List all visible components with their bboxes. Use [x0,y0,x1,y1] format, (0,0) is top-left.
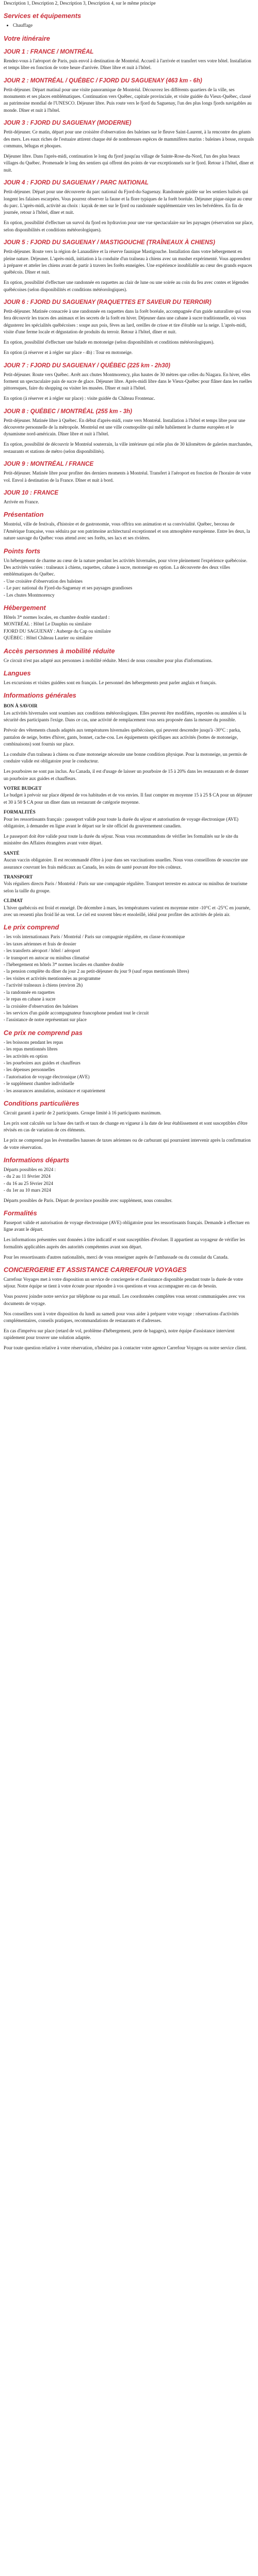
departures-intro: Départs possibles en 2024 : [4,1167,56,1172]
concierge-heading: CONCIERGERIE ET ASSISTANCE CARREFOUR VOYAGES [4,1266,187,1274]
day5-heading: JOUR 5 : FJORD DU SAGUENAY / MASTIGOUCHE (TRAÎNEAUX À CHIENS) [4,240,215,246]
price-excludes-item: - l'autorisation de voyage électronique (AVE) [4,1074,90,1079]
intro-text: Description 1, Description 2, Description 3, Description 4, sur le même principe [4,1,156,6]
day7-heading: JOUR 7 : FJORD DU SAGUENAY / QUÉBEC (225 km - 2h30) [4,362,170,369]
price-includes-item: - l'activité traîneaux à chiens (environ 2h) [4,982,83,988]
day3-text-2: Déjeuner libre. Dans l'après-midi, continuation le long du fjord jusqu'au village de Sainte-Rose-du-Nord, l'un des plus beaux villages du Québec. Promenade le long des sentiers qui offrent des points de vue exceptionnels sur le fjord. Retour à l'hôtel, dîner et nuit. [4,153,254,173]
day6-text-2: En option, possibilité d'effectuer une balade en motoneige (selon disponibilités et conditions météorologiques). [4,340,215,345]
accommodation-item: QUÉBEC : Hôtel Château Laurier ou similaire [4,635,92,641]
conditions-heading: Conditions particulières [4,1099,79,1107]
departures-text: Départs possibles de Paris. Départ de province possible avec supplément, nous consulter. [4,1197,173,1203]
departure-date: - du 1er au 10 mars 2024 [4,1188,51,1193]
conditions-text: Le prix ne comprend pas les éventuelles hausses de taxes aériennes ou de carburant qui pourraient intervenir après la confirmation de votre réservation. [4,1138,251,1150]
highlights-heading: Points forts [4,547,41,555]
services-heading: Services et équipements [4,12,82,20]
day3-heading: JOUR 3 : FJORD DU SAGUENAY (MODERNE) [4,120,132,127]
price-includes-item: - la pension complète du dîner du jour 2 au petit-déjeuner du jour 9 (sauf repas mentionnés libres) [4,969,189,974]
price-includes-item: - les transferts aéroport / hôtel / aéroport [4,948,80,954]
transport-text: Vols réguliers directs Paris / Montréal / Paris sur une compagnie régulière. Transport terrestre en autocar ou minibus de tourisme selon la taille du groupe. [4,881,248,893]
formalities-heading: FORMALITÉS [4,809,36,815]
formalities-section-text: Passeport valide et autorisation de voyage électronique (AVE) obligatoire pour les ressortissants français. Demande à effectuer en ligne avant le départ. [4,1220,250,1232]
accessibility-heading: Accès personnes à mobilité réduite [4,647,115,655]
concierge-text: Pour toute question relative à votre réservation, n'hésitez pas à contacter votre agence Carrefour Voyages ou notre service client. [4,1345,247,1351]
price-includes-item: - la randonnée en raquettes [4,989,55,995]
price-excludes-item: - les assurances annulation, assistance et rapatriement [4,1088,106,1093]
formalities-text: Pour les ressortissants français : passeport valide pour toute la durée du séjour et autorisation de voyage électronique (AVE) obligatoire, à demander en ligne avant le départ sur le site officiel du gouvernement canadien. [4,816,238,829]
price-excludes-item: - les pourboires aux guides et chauffeurs [4,1060,80,1065]
price-excludes-item: - les boissons pendant les repas [4,1039,63,1045]
day9-heading: JOUR 9 : MONTRÉAL / FRANCE [4,461,94,468]
accommodation-text: Hôtels 3* normes locales, en chambre double standard : [4,615,110,620]
day6-text: Petit-déjeuner. Matinée consacrée à une randonnée en raquettes dans la forêt boréale, accompagnée d'un guide naturaliste qui vous fera découvrir les traces des animaux et les secrets de la forêt en hiver. Déjeuner dans une cabane à sucre traditionnelle, où vous dégusterez les spécialités québécoises : soupe aux pois, fèves au lard, oreilles de crisse et tire d'érable sur la neige. L'après-midi, visite d'une ferme locale et dégustation de produits du terroir. Retour à l'hôtel, dîner et nuit. [4,309,251,335]
highlight-item: - Le parc national du Fjord-du-Saguenay et ses paysages grandioses [4,585,133,591]
concierge-text: En cas d'imprévu sur place (retard de vol, problème d'hébergement, perte de bagages), notre équipe d'assistance intervient rapidement pour trouver une solution adaptée. [4,1328,235,1341]
day9-text: Petit-déjeuner. Matinée libre pour profiter des derniers moments à Montréal. Transfert à l'aéroport en fonction de l'horaire de votre vol. Envol à destination de la France. Dîner et nuit à bord. [4,470,251,483]
formalities-section-text: Pour les ressortissants d'autres nationalités, merci de vous renseigner auprès de l'ambassade ou du consulat du Canada. [4,1254,229,1260]
price-includes-item: - les visites et activités mentionnées au programme [4,975,101,981]
concierge-text: Nos conseillers sont à votre disposition du lundi au samedi pour vous aider à préparer votre voyage : réservations d'activités complémentaires, conseils pratiques, recommandations de restaurants et d'adresses. [4,1311,239,1324]
accommodation-item: FJORD DU SAGUENAY : Auberge du Cap ou similaire [4,628,111,634]
price-includes-item: - la croisière d'observation des baleines [4,1003,78,1009]
day5-text: Petit-déjeuner. Route vers la région de Lanaudière et la réserve faunique Mastigouche. Installation dans votre hébergement en pleine nature. Déjeuner. L'après-midi, initiation à la conduite d'un traîneau à chiens avec un musher expérimenté. Vous apprendrez à préparer et atteler les chiens avant de partir à travers les forêts enneigées. Une expérience inoubliable au cœur des grands espaces québécois. Dîner et nuit. [4,249,252,275]
itinerary-heading: Votre itinéraire [4,34,50,42]
departure-date: - du 16 au 25 février 2024 [4,1180,53,1186]
day10-text: Arrivée en France. [4,499,39,504]
day3-text: Petit-déjeuner. Ce matin, départ pour une croisière d'observation des baleines sur le fleuve Saint-Laurent, à la rencontre des géants des mers. Les eaux riches de l'estuaire attirent chaque été de nombreuses espèces de mammifères marins : baleines à bosse, rorquals communs, bélugas et phoques. [4,129,254,149]
day4-heading: JOUR 4 : FJORD DU SAGUENAY / PARC NATIONAL [4,180,149,187]
good-to-know-text: Les pourboires ne sont pas inclus. Au Canada, il est d'usage de laisser un pourboire de 15 à 20% dans les restaurants et de donner un pourboire aux guides et chauffeurs. [4,769,249,781]
departures-heading: Informations départs [4,1156,70,1164]
climate-text: L'hiver québécois est froid et enneigé. De décembre à mars, les températures varient en moyenne entre -10°C et -25°C en journée, avec un ressenti plus froid lié au vent. Le ciel est souvent bleu et ensoleillé, idéal pour profiter des activités de plein air. [4,905,251,918]
price-includes-item: - l'hébergement en hôtels 3* normes locales en chambre double [4,962,124,968]
concierge-text: Vous pouvez joindre notre service par téléphone ou par email. Les coordonnées complètes vous seront communiquées avec vos documents de voyage. [4,1294,245,1306]
good-to-know-heading: BON À SAVOIR [4,703,38,709]
budget-heading: VOTRE BUDGET [4,786,42,791]
general-info-heading: Informations générales [4,691,76,700]
formalities-section-text: Les informations présentées sont données à titre indicatif et sont susceptibles d'évoluer. Il appartient au voyageur de vérifier les formalités applicables auprès des autorités compétentes avant son départ. [4,1237,245,1249]
good-to-know-text: Prévoir des vêtements chauds adaptés aux températures hivernales québécoises, qui peuvent descendre jusqu'à -30°C : parka, pantalon de neige, bottes d'hiver, gants, bonnet, cache-cou. Les équipements spécifiques aux activités (bottes de motoneige, combinaisons) sont fournis sur place. [4,727,241,747]
day2-text: Petit-déjeuner. Départ matinal pour une visite panoramique de Montréal. Découvrez les différents quartiers de la ville, ses monuments et ses places emblématiques. Continuation vers Québec, capitale provinciale, et visite guidée du Vieux-Québec, classé au patrimoine mondial de l'UNESCO. Déjeuner libre. Puis route vers le fjord du Saguenay, l'un des plus longs fjords navigables au monde. Dîner et nuit à l'hôtel. [4,87,252,113]
day5-text-2: En option, possibilité d'effectuer une randonnée en raquettes au clair de lune ou une soirée au coin du feu avec contes et légendes québécoises (selon disponibilités et conditions météorologiques). [4,280,249,292]
highlight-item: - Une croisière d'observation des baleines [4,578,83,584]
price-excludes-heading: Ce prix ne comprend pas [4,1028,83,1037]
price-excludes-item: - les activités en option [4,1053,48,1059]
day2-heading: JOUR 2 : MONTRÉAL / QUÉBEC / FJORD DU SAGUENAY (463 km - 6h) [4,77,202,84]
climate-heading: CLIMAT [4,898,23,904]
health-text: Aucun vaccin obligatoire. Il est recommandé d'être à jour dans ses vaccinations usuelles. Nous vous conseillons de souscrire une assurance couvrant les frais médicaux au Canada, les soins de santé pouvant être très coûteux. [4,857,248,870]
presentation-heading: Présentation [4,511,44,519]
service-item: • Chauffage [13,22,254,29]
day4-text-2: En option, possibilité d'effectuer un survol du fjord en hydravion pour une vue spectaculaire sur les paysages (réservation sur place, selon disponibilités et conditions météorologiques). [4,220,253,232]
price-includes-item: - les vols internationaux Paris / Montréal / Paris sur compagnie régulière, en classe économique [4,934,185,940]
conditions-text: Circuit garanti à partir de 2 participants. Groupe limité à 16 participants maximum. [4,1110,162,1115]
concierge-text: Carrefour Voyages met à votre disposition un service de conciergerie et d'assistance disponible pendant toute la durée de votre séjour. Notre équipe se tient à votre écoute pour répondre à vos questions et vous accompagner en cas de besoin. [4,1277,243,1289]
day8-heading: JOUR 8 : QUÉBEC / MONTRÉAL (255 km - 3h) [4,408,132,415]
day6-note: En option (à réserver et à régler sur place - 4h) : Tour en motoneige. [4,350,133,355]
transport-heading: TRANSPORT [4,874,33,879]
day6-heading: JOUR 6 : FJORD DU SAGUENAY (RAQUETTES ET SAVEUR DU TERROIR) [4,299,212,306]
accommodation-heading: Hébergement [4,604,46,612]
services-list [13,22,254,29]
good-to-know-text: La conduite d'un traîneau à chiens ou d'une motoneige nécessite une bonne condition physique. Pour la motoneige, un permis de conduire valide est obligatoire pour le conducteur. [4,751,248,764]
day8-text-2: En option, possibilité de découvrir le Montréal souterrain, la ville intérieure qui relie plus de 30 kilomètres de galeries marchandes, restaurants et stations de métro (selon disponibilités). [4,442,253,454]
formalities-section-heading: Formalités [4,1209,37,1217]
price-includes-heading: Le prix comprend [4,923,59,931]
highlight-item: - Les chutes Montmorency [4,592,55,598]
price-excludes-item: - le supplément chambre individuelle [4,1081,74,1087]
day4-text: Petit-déjeuner. Départ pour une découverte du parc national du Fjord-du-Saguenay. Randonnée guidée sur les sentiers balisés qui longent les falaises escarpées. Vous pourrez observer la faune et la flore typiques de la forêt boréale. Déjeuner pique-nique au cœur du parc. L'après-midi, activité au choix : kayak de mer sur le fjord ou randonnée supplémentaire vers les belvédères. En fin de journée, retour à l'hôtel, dîner et nuit. [4,189,252,215]
day1-heading: JOUR 1 : FRANCE / MONTRÉAL [4,48,94,55]
day8-text: Petit-déjeuner. Matinée libre à Québec. En début d'après-midi, route vers Montréal. Installation à l'hôtel et temps libre pour une découverte personnelle de la métropole. Montréal est une ville cosmopolite qui mêle habilement le charme européen et le dynamisme nord-américain. Dîner libre et nuit à l'hôtel. [4,417,246,437]
day10-heading: JOUR 10 : FRANCE [4,489,59,496]
presentation-text: Montréal, ville de festivals, d'histoire et de gastronomie, vous offrira son animation et sa convivialité. Québec, berceau de l'Amérique française, vous séduira par son patrimoine architectural exceptionnel et son atmosphère européenne. Entre les deux, la nature sauvage du Québec vous attend avec ses forêts, ses lacs et ses rivières. [4,521,250,541]
price-includes-item: - le repas en cabane à sucre [4,996,56,1002]
price-includes-item: - les services d'un guide accompagnateur francophone pendant tout le circuit [4,1010,149,1015]
health-heading: SANTÉ [4,850,20,856]
languages-heading: Langues [4,669,31,677]
budget-text: Le budget à prévoir sur place dépend de vos habitudes et de vos envies. Il faut compter en moyenne 15 à 25 $ CA pour un déjeuner et 30 à 50 $ CA pour un dîner dans un restaurant de catégorie moyenne. [4,792,252,805]
price-excludes-item: - les repas mentionnés libres [4,1046,58,1052]
price-includes-item: - l'assistance de notre représentant sur place [4,1017,87,1023]
highlights-text: Un hébergement de charme au cœur de la nature pendant les activités hivernales, pour vivre pleinement l'expérience québécoise. Des activités variées : traîneaux à chiens, raquettes, cabane à sucre, motoneige en option. La découverte des deux villes emblématiques du Québec. [4,557,248,577]
languages-text: Les excursions et visites guidées sont en français. Le personnel des hébergements peut parler anglais et français. [4,680,217,686]
accommodation-item: MONTRÉAL : Hôtel Le Dauphin ou similaire [4,621,92,627]
day7-text-2: En option (à réserver et à régler sur place) : visite guidée du Château Frontenac. [4,396,155,401]
day7-text: Petit-déjeuner. Route vers Québec. Arrêt aux chutes Montmorency, plus hautes de 30 mètres que celles du Niagara. En hiver, elles forment un spectaculaire pain de sucre de glace. Déjeuner libre. Après-midi libre dans le Vieux-Québec pour flâner dans les ruelles pittoresques, faire du shopping ou visiter les musées. Dîner et nuit à l'hôtel. [4,371,252,391]
price-includes-item: - le transport en autocar ou minibus climatisé [4,955,90,960]
departure-date: - du 2 au 11 février 2024 [4,1174,51,1179]
good-to-know-text: Les activités hivernales sont soumises aux conditions météorologiques. Elles peuvent être modifiées, reportées ou annulées si la sécurité des participants l'exige. Dans ce cas, une activité de remplacement vous sera proposée dans la mesure du possible. [4,710,246,723]
conditions-text: Les prix sont calculés sur la base des tarifs et taux de change en vigueur à la date de leur établissement et sont susceptibles d'être révisés en cas de variation de ces éléments. [4,1120,248,1133]
accessibility-text: Ce circuit n'est pas adapté aux personnes à mobilité réduite. Merci de nous consulter pour plus d'informations. [4,657,213,663]
price-excludes-item: - les dépenses personnelles [4,1067,55,1073]
day1-text: Rendez-vous à l'aéroport de Paris, puis envol à destination de Montréal. Accueil à l'arrivée et transfert vers votre hôtel. Installation et temps libre en fonction de votre heure d'arrivée. Dîner libre et nuit à l'hôtel. [4,58,251,71]
formalities-text: Le passeport doit être valide pour toute la durée du séjour. Nous vous recommandons de vérifier les formalités sur le site du ministère des Affaires étrangères avant votre départ. [4,833,238,846]
price-includes-item: - les taxes aériennes et frais de dossier [4,941,76,946]
